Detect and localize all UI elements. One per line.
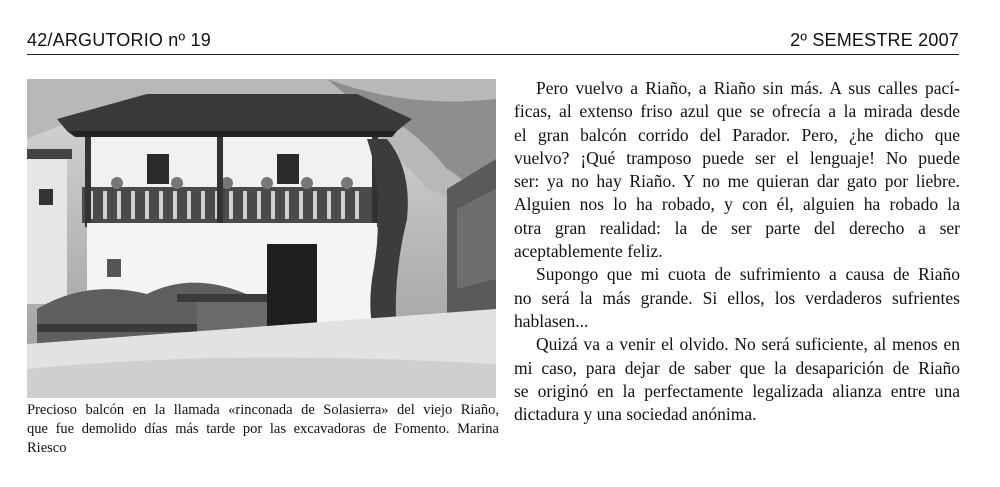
photo-illustration <box>27 79 496 398</box>
text-line: se originó en la perfectamente legalizada alianza entre una <box>514 380 960 401</box>
house-with-balcony-photo <box>27 79 496 398</box>
caption-line: Precioso balcón en la llamada «rinconada de Solasierra» del viejo Riaño, <box>27 402 499 418</box>
text-line: aceptablemente feliz. <box>514 241 663 262</box>
article-text <box>514 77 960 426</box>
text-line: Supongo que mi cuota de sufrimiento a causa de Riaño <box>536 264 960 285</box>
paragraph-1 <box>514 77 960 263</box>
text-line: vuelvo? ¡Qué tramposo puede ser el lenguaje! No puede <box>514 147 960 168</box>
text-line: hablasen... <box>514 310 589 331</box>
header-date: 2º SEMESTRE 2007 <box>790 30 959 50</box>
paragraph-3 <box>514 333 960 426</box>
text-line: Quizá va a venir el olvido. No será suficiente, al menos en <box>536 334 960 355</box>
text-line: Pero vuelvo a Riaño, a Riaño sin más. A sus calles pací- <box>536 78 960 98</box>
text-line: el gran balcón corrido del Parador. Pero, ¿he dicho que <box>514 124 960 145</box>
paragraph-2 <box>514 263 960 333</box>
text-line: otra gran realidad: la de ser parte del derecho a ser <box>514 217 960 238</box>
text-line: no será la más grande. Si ellos, los verdaderos sufrientes <box>514 287 960 308</box>
header-issue: 42/ARGUTORIO nº 19 <box>27 30 211 50</box>
text-line: ficas, al extenso friso azul que se ofrecía a la mirada desde <box>514 101 960 122</box>
page-header <box>27 30 959 55</box>
caption-line: Riesco <box>27 440 67 456</box>
caption-line: que fue demolido días más tarde por las excavadoras de Fomento. Marina <box>27 421 499 437</box>
text-line: Alguien nos lo ha robado, y con él, alguien ha robado la <box>514 194 960 215</box>
text-line: mi caso, para dejar de saber que la desaparición de Riaño <box>514 357 960 378</box>
text-line: dictadura y una sociedad anónima. <box>514 404 757 425</box>
text-line: ser: ya no hay Riaño. Y no me quieran dar gato por liebre. <box>514 171 960 192</box>
photo-caption <box>27 401 499 458</box>
